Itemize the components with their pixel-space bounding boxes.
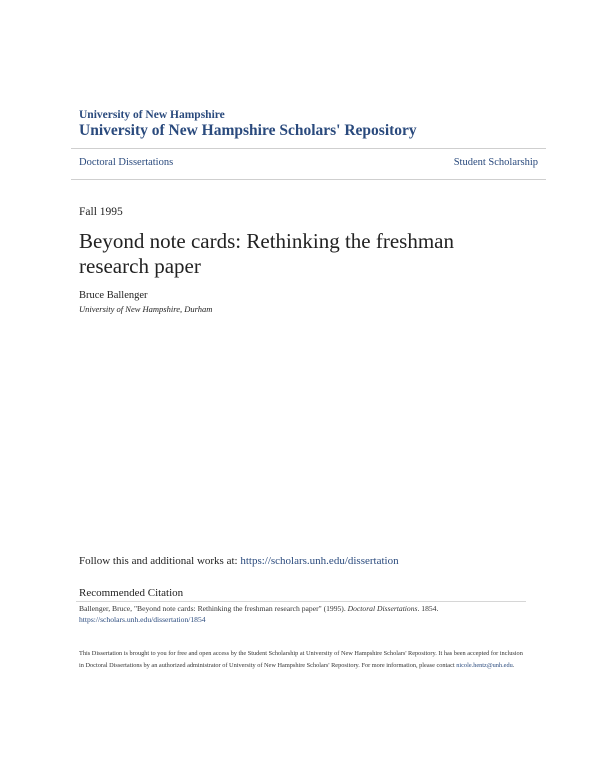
- repository-name[interactable]: University of New Hampshire Scholars' Repository: [79, 122, 417, 139]
- author-name: Bruce Ballenger: [79, 290, 148, 301]
- follow-prefix: Follow this and additional works at:: [79, 555, 241, 567]
- publication-date: Fall 1995: [79, 206, 123, 218]
- follow-line: [79, 555, 399, 567]
- dissertation-collection-link[interactable]: https://scholars.unh.edu/dissertation: [240, 555, 399, 567]
- breadcrumb-student-scholarship[interactable]: Student Scholarship: [453, 157, 538, 168]
- contact-email-link[interactable]: nicole.hentz@unh.edu: [456, 661, 513, 669]
- breadcrumb-doctoral-dissertations[interactable]: Doctoral Dissertations: [79, 157, 174, 168]
- citation-journal: Doctoral Dissertations: [347, 604, 418, 613]
- citation-divider: [76, 601, 526, 602]
- citation-block: [79, 603, 529, 625]
- institution-name: University of New Hampshire: [79, 109, 225, 121]
- access-notice: [79, 648, 524, 671]
- citation-link[interactable]: https://scholars.unh.edu/dissertation/1854: [79, 615, 206, 624]
- header-divider-bottom: [71, 179, 546, 180]
- notice-text: This Dissertation is brought to you for free and open access by the Student Scholarship at University of New Hampshire Scholars' Repository. It has been accepted for inclusion in Doctoral Dissertations by an authorized administrator of University of New Hampshire Scholars' Repository. For more information, please contact: [79, 650, 523, 669]
- notice-end: .: [512, 661, 515, 669]
- header-divider-top: [71, 148, 546, 149]
- citation-text: Ballenger, Bruce, "Beyond note cards: Rethinking the freshman research paper" (1995).: [79, 604, 348, 613]
- citation-number: . 1854.: [417, 604, 439, 613]
- document-title: Beyond note cards: Rethinking the freshman research paper: [79, 229, 454, 278]
- author-affiliation: University of New Hampshire, Durham: [79, 304, 213, 314]
- recommended-citation-heading: Recommended Citation: [79, 587, 184, 599]
